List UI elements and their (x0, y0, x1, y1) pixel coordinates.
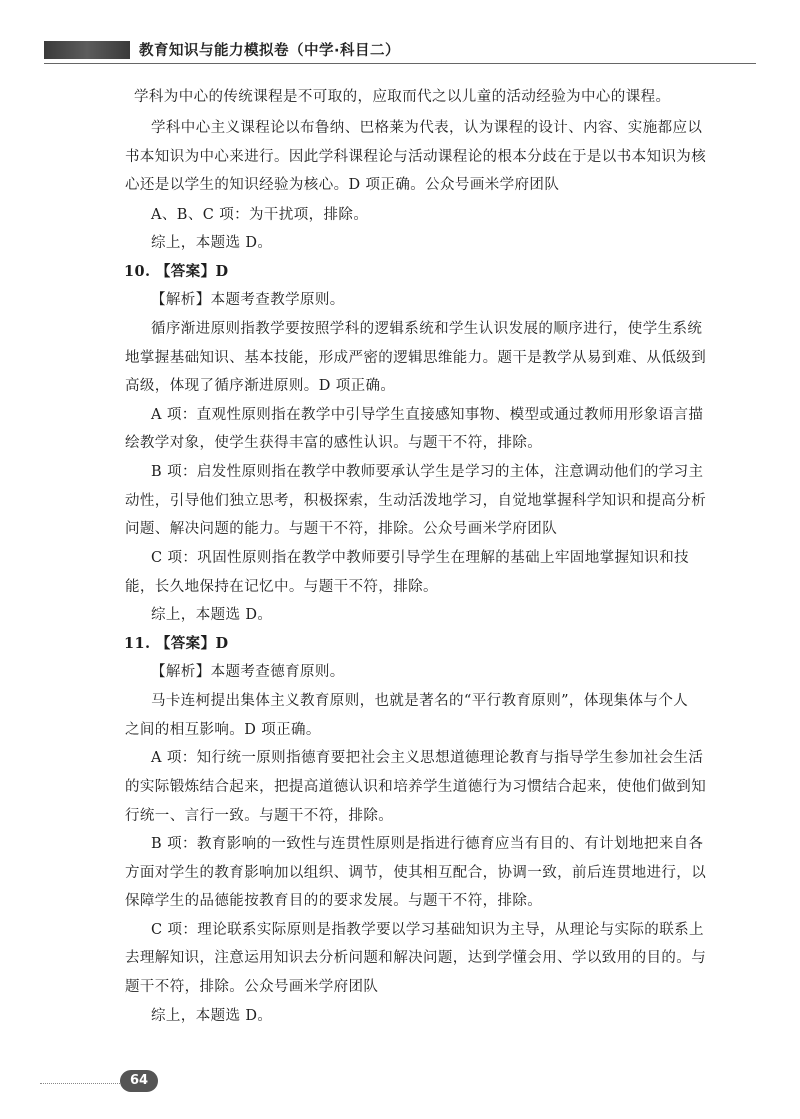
text-line: 综上，本题选 D。 (151, 235, 273, 251)
text-line: 学科中心主义课程论以布鲁纳、巴格莱为代表，认为课程的设计、内容、实施都应以 (151, 120, 703, 136)
text-line: 动性，引导他们独立思考，积极探索，生动活泼地学习，自觉地掌握科学知识和提高分析 (125, 493, 707, 509)
text-line: 行统一、言行一致。与题干不符，排除。 (125, 808, 394, 824)
text-line: 去理解知识，注意运用知识去分析问题和解决问题，达到学懂会用、学以致用的目的。与 (125, 950, 707, 966)
text-line: 综上，本题选 D。 (151, 607, 273, 623)
text-line: 循序渐进原则指教学要按照学科的逻辑系统和学生认识发展的顺序进行，使学生系统 (151, 321, 703, 337)
analysis-heading: 【解析】本题考查教学原则。 (151, 292, 345, 308)
text-line: 综上，本题选 D。 (151, 1008, 273, 1024)
text-line: A 项：知行统一原则指德育要把社会主义思想道德理论教育与指导学生参加社会生活 (151, 750, 704, 766)
text-line: 能，长久地保持在记忆中。与题干不符，排除。 (125, 579, 438, 595)
answer-heading: 11. 【答案】D (124, 635, 229, 652)
page-header-title: 教育知识与能力模拟卷（中学·科目二） (139, 43, 401, 59)
text-line: 方面对学生的教育影响加以组织、调节，使其相互配合，协调一致，前后连贯地进行，以 (125, 865, 707, 881)
text-line: 保障学生的品德能按教育目的的要求发展。与题干不符，排除。 (125, 893, 543, 909)
text-line: A 项：直观性原则指在教学中引导学生直接感知事物、模型或通过教师用形象语言描 (151, 407, 704, 423)
text-line: 马卡连柯提出集体主义教育原则，也就是著名的“平行教育原则”，体现集体与个人 (151, 693, 689, 709)
text-line: 地掌握基础知识、基本技能，形成严密的逻辑思维能力。题干是教学从易到难、从低级到 (125, 350, 707, 366)
text-line: A、B、C 项：为干扰项，排除。 (151, 207, 369, 223)
text-line: 的实际锻炼结合起来，把提高道德认识和培养学生道德行为习惯结合起来，使他们做到知 (125, 779, 707, 795)
text-line: 之间的相互影响。D 项正确。 (125, 722, 321, 738)
text-line: 书本知识为中心来进行。因此学科课程论与活动课程论的根本分歧在于是以书本知识为核 (125, 149, 707, 165)
analysis-heading: 【解析】本题考查德育原则。 (151, 664, 345, 680)
text-line: 学科为中心的传统课程是不可取的，应取而代之以儿童的活动经验为中心的课程。 (134, 89, 671, 105)
text-line: 高级，体现了循序渐进原则。D 项正确。 (125, 378, 396, 394)
text-line: B 项：教育影响的一致性与连贯性原则是指进行德育应当有目的、有计划地把来自各 (151, 836, 704, 852)
header-divider (44, 63, 756, 64)
answer-heading: 10. 【答案】D (124, 263, 229, 280)
text-line: 心还是以学生的知识经验为核心。D 项正确。公众号画米学府团队 (125, 177, 560, 193)
text-line: 绘教学对象，使学生获得丰富的感性认识。与题干不符，排除。 (125, 435, 543, 451)
text-line: C 项：巩固性原则指在教学中教师要引导学生在理解的基础上牢固地掌握知识和技 (151, 550, 690, 566)
text-line: 问题、解决问题的能力。与题干不符，排除。公众号画米学府团队 (125, 521, 558, 537)
page-number: 64 (120, 1070, 158, 1092)
text-line: 题干不符，排除。公众号画米学府团队 (125, 979, 379, 995)
text-line: B 项：启发性原则指在教学中教师要承认学生是学习的主体，注意调动他们的学习主 (151, 464, 704, 480)
text-line: C 项：理论联系实际原则是指教学要以学习基础知识为主导，从理论与实际的联系上 (151, 922, 704, 938)
header-decoration-bar (44, 41, 130, 59)
footer-divider (40, 1083, 132, 1084)
